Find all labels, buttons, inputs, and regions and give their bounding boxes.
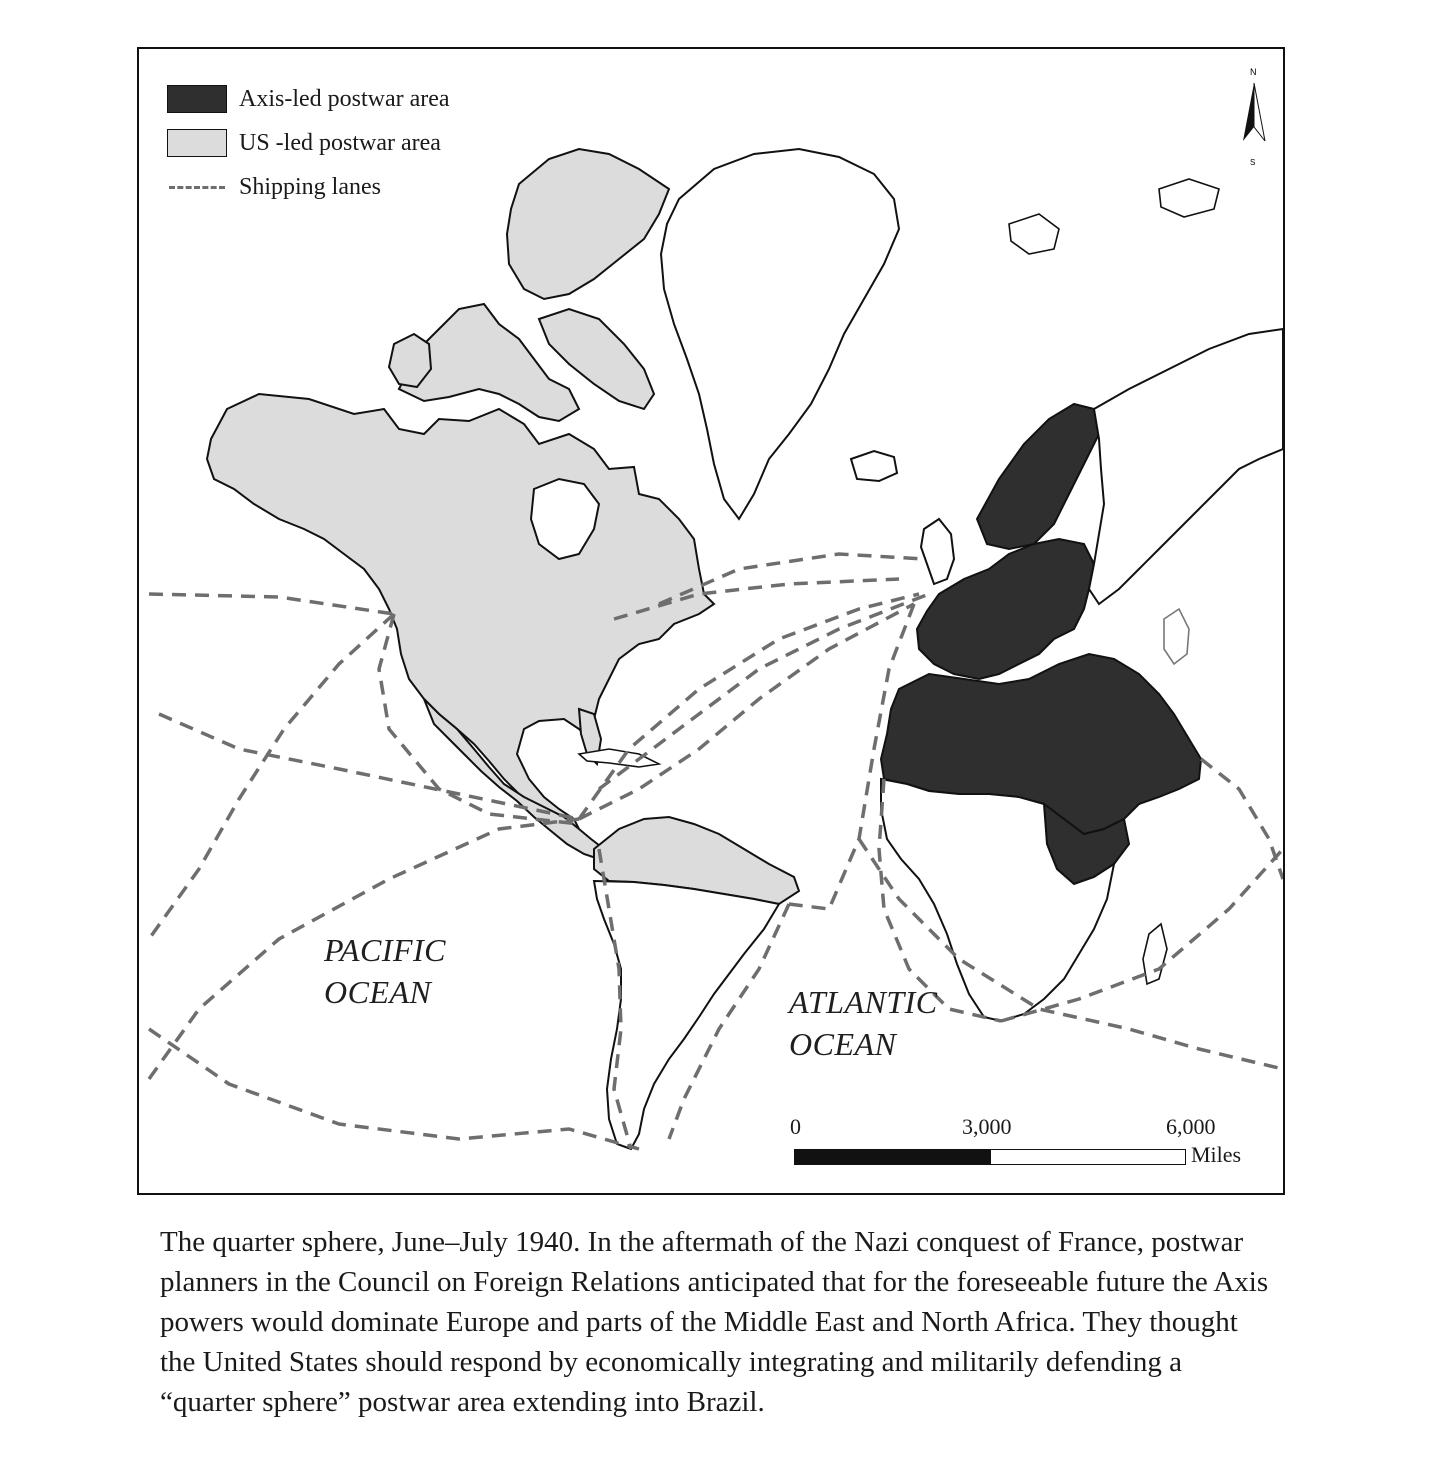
north-arrow-icon — [1239, 61, 1269, 171]
atlantic-ocean-label — [789, 981, 938, 1065]
world-map — [139, 49, 1283, 1193]
pacific-line2: OCEAN — [324, 974, 432, 1010]
caspian-sea — [1164, 609, 1189, 664]
map-frame — [137, 47, 1285, 1195]
atlantic-line1: ATLANTIC — [789, 984, 938, 1020]
ellesmere-island — [507, 149, 669, 299]
iceland — [851, 451, 897, 481]
axis-area-swatch — [167, 85, 227, 113]
scale-segment-light — [990, 1149, 1186, 1165]
madagascar — [1143, 924, 1167, 984]
atlantic-line2: OCEAN — [789, 1026, 897, 1062]
scale-bar — [790, 1114, 1242, 1184]
pacific-ocean-label — [324, 929, 446, 1013]
pacific-line1: PACIFIC — [324, 932, 447, 968]
legend-label: Shipping lanes — [239, 173, 381, 200]
legend-label: US -led postwar area — [239, 129, 441, 156]
scale-tick: 3,000 — [962, 1114, 1012, 1139]
scale-segment-dark — [794, 1149, 990, 1165]
asia-outline — [1089, 329, 1283, 604]
scale-tick: 6,000 — [1166, 1114, 1216, 1139]
north-label: N — [1250, 67, 1257, 77]
legend-item-lanes — [167, 165, 450, 209]
scale-unit: Miles — [1191, 1142, 1242, 1167]
caribbean-islands — [579, 749, 659, 767]
south-label: S — [1250, 158, 1256, 167]
legend-item-us — [167, 121, 450, 165]
map-legend — [167, 77, 450, 209]
shipping-lane — [149, 594, 394, 614]
scandinavia-axis — [977, 404, 1099, 549]
franz-josef-land — [1159, 179, 1219, 217]
us-area-swatch — [167, 129, 227, 157]
shipping-lane — [149, 1029, 639, 1149]
shipping-lane — [149, 614, 394, 939]
great-britain — [921, 519, 954, 584]
legend-label: Axis-led postwar area — [239, 85, 450, 112]
shipping-lane-swatch — [167, 173, 227, 201]
legend-item-axis — [167, 77, 450, 121]
svalbard — [1009, 214, 1059, 254]
figure-caption: The quarter sphere, June–July 1940. In the aftermath of the Nazi conquest of France, postwar planners in the Council on Foreign Relations anticipated that for the foreseeable future the Axis powers would dominate Europe and parts of the Middle East and North Africa. They thought the United States should respond by economically integrating and militarily defending a “quarter sphere” postwar area extending into Brazil. — [160, 1226, 1269, 1418]
scale-tick: 0 — [790, 1114, 801, 1139]
